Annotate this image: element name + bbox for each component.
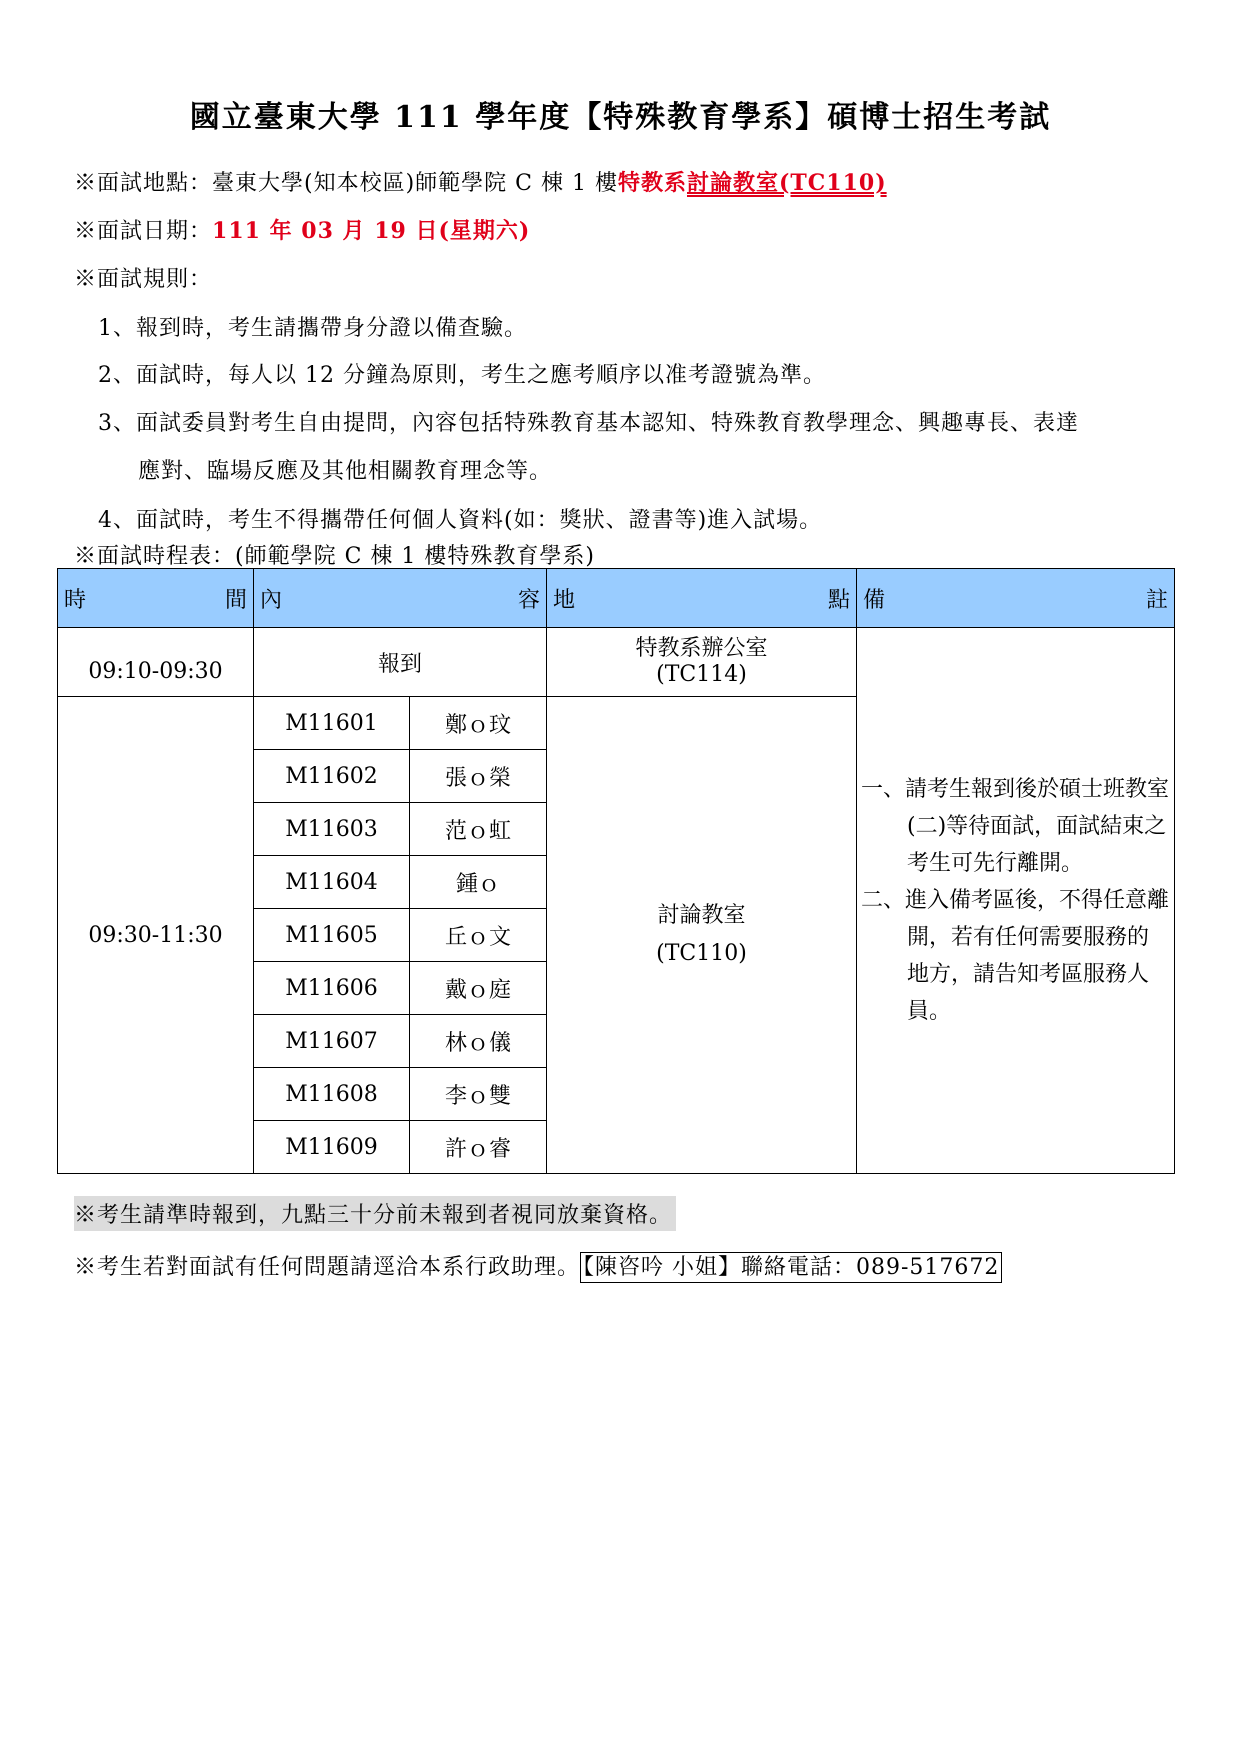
candidate-id: M11603 [254, 803, 410, 856]
interview-location [74, 166, 887, 197]
table-row-checkin [58, 628, 1175, 697]
interview-date [74, 214, 530, 245]
candidate-name: 李ｏ雙 [410, 1068, 547, 1121]
rule-item: 3、面試委員對考生自由提問，內容包括特殊教育基本認知、特殊教育教學理念、興趣專長、表達 [98, 411, 1080, 436]
header-time: 時 間 [58, 569, 254, 628]
candidate-name: 張ｏ榮 [410, 750, 547, 803]
rule-item: 4、面試時，考生不得攜帶任何個人資料(如：獎狀、證書等)進入試場。 [98, 508, 823, 533]
location-room: 討論教室(TC110) [687, 170, 887, 196]
page-title: 國立臺東大學 111 學年度【特殊教育學系】碩博士招生考試 [189, 100, 1052, 135]
candidate-id: M11607 [254, 1015, 410, 1068]
candidate-id: M11601 [254, 697, 410, 750]
punctuality-warning: ※考生請準時報到，九點三十分前未報到者視同放棄資格。 [74, 1196, 676, 1231]
schedule-caption: ※面試時程表：(師範學院 C 棟 1 樓特殊教育學系) [74, 544, 595, 569]
interview-place: 討論教室 (TC110) [547, 697, 857, 1174]
contact-box: 【陳咨吟 小姐】聯絡電話：089-517672 [580, 1252, 1002, 1283]
candidate-name: 鄭ｏ玟 [410, 697, 547, 750]
date-prefix: ※面試日期： [74, 219, 213, 244]
checkin-time: 09:10-09:30 [58, 628, 254, 697]
note-item: 二、進入備考區後，不得任意離開，若有任何需要服務的地方，請告知考區服務人員。 [861, 888, 1170, 1024]
date-value: 111 年 03 月 19 日(星期六) [212, 218, 531, 244]
candidate-name: 林ｏ儀 [410, 1015, 547, 1068]
candidate-name: 鍾ｏ [410, 856, 547, 909]
contact-prefix: ※考生若對面試有任何問題請逕洽本系行政助理。 [74, 1255, 581, 1280]
candidate-name: 戴ｏ庭 [410, 962, 547, 1015]
interview-time: 09:30-11:30 [58, 697, 254, 1174]
header-content: 內 容 [254, 569, 547, 628]
location-prefix: ※面試地點：臺東大學(知本校區)師範學院 C 棟 1 樓 [74, 171, 618, 196]
candidate-id: M11604 [254, 856, 410, 909]
location-highlight: 特教系 [617, 170, 687, 196]
notes-cell [857, 628, 1175, 1174]
header-place: 地 點 [547, 569, 857, 628]
candidate-name: 丘ｏ文 [410, 909, 547, 962]
candidate-id: M11609 [254, 1121, 410, 1174]
candidate-id: M11602 [254, 750, 410, 803]
table-header-row [58, 569, 1175, 628]
rule-item-continued: 應對、臨場反應及其他相關教育理念等。 [138, 459, 553, 484]
note-item: 一、請考生報到後於碩士班教室(二)等待面試，面試結束之考生可先行離開。 [861, 777, 1170, 876]
candidate-id: M11605 [254, 909, 410, 962]
candidate-name: 范ｏ虹 [410, 803, 547, 856]
rules-heading: ※面試規則： [74, 267, 213, 292]
contact-info [74, 1250, 1002, 1281]
candidate-id: M11608 [254, 1068, 410, 1121]
candidate-id: M11606 [254, 962, 410, 1015]
candidate-name: 許ｏ睿 [410, 1121, 547, 1174]
rule-item: 2、面試時，每人以 12 分鐘為原則，考生之應考順序以准考證號為準。 [98, 363, 826, 388]
schedule-table [57, 568, 1175, 1174]
checkin-place: 特教系辦公室 (TC114) [547, 628, 857, 697]
header-notes: 備 註 [857, 569, 1175, 628]
checkin-content: 報到 [254, 628, 547, 697]
rule-item: 1、報到時，考生請攜帶身分證以備查驗。 [98, 316, 527, 341]
